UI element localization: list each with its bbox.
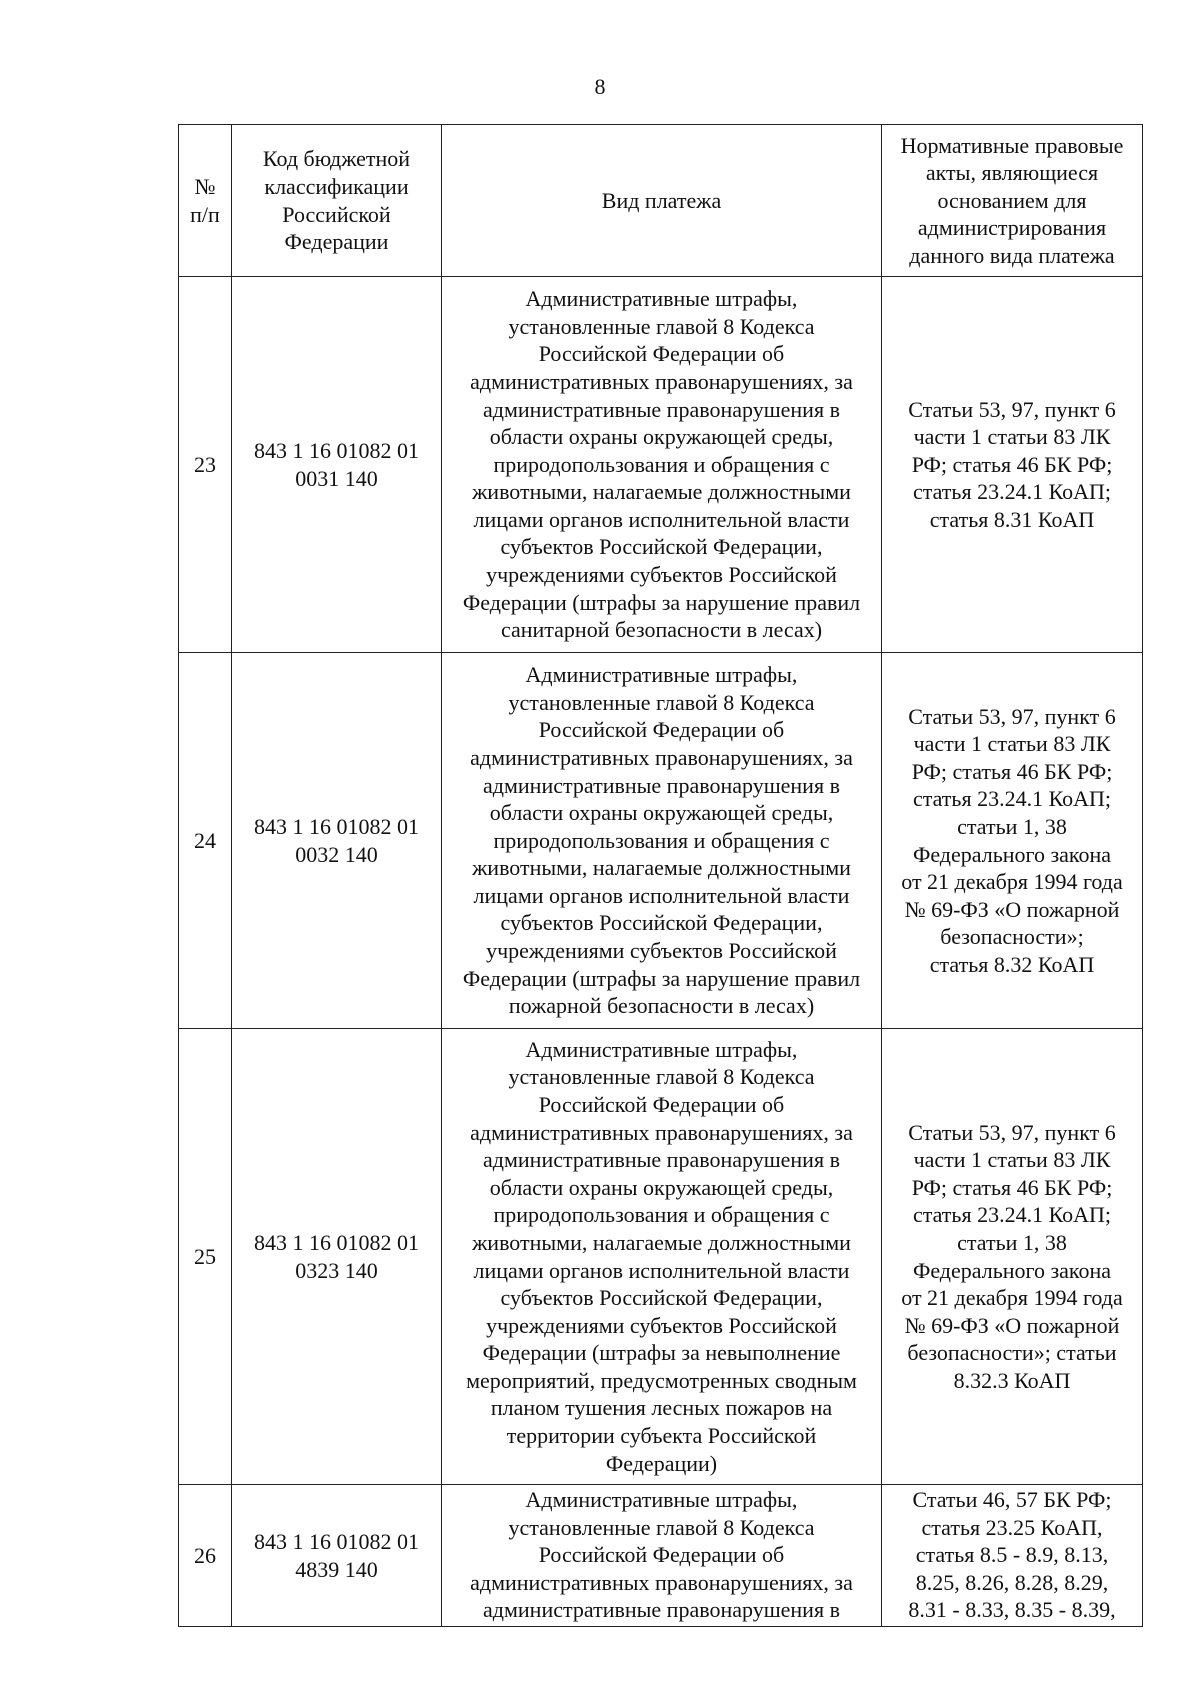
- row-number: 23: [179, 277, 232, 653]
- row-legal-acts: Статьи 53, 97, пункт 6 части 1 статьи 83 ЛК РФ; статья 46 БК РФ; статья 23.24.1 КоАП; статья 8.31 КоАП: [882, 277, 1143, 653]
- row-budget-code: 843 1 16 01082 01 0032 140: [232, 653, 442, 1029]
- row-number: 26: [179, 1485, 232, 1627]
- row-payment-type: Административные штрафы, установленные главой 8 Кодекса Российской Федерации об административных правонарушениях, за административные правонарушения в: [442, 1485, 882, 1627]
- page-number: 8: [594, 74, 606, 99]
- table-row: [179, 653, 1143, 1029]
- row-legal-acts: Статьи 46, 57 БК РФ; статья 23.25 КоАП, статья 8.5 - 8.9, 8.13, 8.25, 8.26, 8.28, 8.29, 8.31 - 8.33, 8.35 - 8.39,: [882, 1485, 1143, 1627]
- table-row: [179, 1485, 1143, 1627]
- row-payment-type: Административные штрафы, установленные главой 8 Кодекса Российской Федерации об административных правонарушениях, за административные правонарушения в области охраны окружающей среды, природопользования и обращения с животными, налагаемые должностными лицами органов исполнительной власти субъектов Российской Федерации, учреждениями субъектов Российской Федерации (штрафы за нарушение правил санитарной безопасности в лесах): [442, 277, 882, 653]
- header-payment-type: Вид платежа: [442, 125, 882, 277]
- row-legal-acts: Статьи 53, 97, пункт 6 части 1 статьи 83 ЛК РФ; статья 46 БК РФ; статья 23.24.1 КоАП; статьи 1, 38 Федерального закона от 21 декабря 1994 года № 69-ФЗ «О пожарной безопасности»; статьи 8.32.3 КоАП: [882, 1029, 1143, 1485]
- header-budget-code: Код бюджетной классификации Российской Федерации: [232, 125, 442, 277]
- row-payment-type: Административные штрафы, установленные главой 8 Кодекса Российской Федерации об административных правонарушениях, за административные правонарушения в области охраны окружающей среды, природопользования и обращения с животными, налагаемые должностными лицами органов исполнительной власти субъектов Российской Федерации, учреждениями субъектов Российской Федерации (штрафы за невыполнение мероприятий, предусмотренных сводным планом тушения лесных пожаров на территории субъекта Российской Федерации): [442, 1029, 882, 1485]
- row-budget-code: 843 1 16 01082 01 0031 140: [232, 277, 442, 653]
- row-legal-acts: Статьи 53, 97, пункт 6 части 1 статьи 83 ЛК РФ; статья 46 БК РФ; статья 23.24.1 КоАП; статьи 1, 38 Федерального закона от 21 декабря 1994 года № 69-ФЗ «О пожарной безопасности»; статья 8.32 КоАП: [882, 653, 1143, 1029]
- header-legal-acts: Нормативные правовые акты, являющиеся основанием для администрирования данного вида платежа: [882, 125, 1143, 277]
- row-budget-code: 843 1 16 01082 01 4839 140: [232, 1485, 442, 1627]
- table-row: [179, 1029, 1143, 1485]
- table-header-row: [179, 125, 1143, 277]
- row-number: 24: [179, 653, 232, 1029]
- row-number: 25: [179, 1029, 232, 1485]
- table-row: [179, 277, 1143, 653]
- payments-table: [178, 124, 1143, 1627]
- header-number: № п/п: [179, 125, 232, 277]
- row-payment-type: Административные штрафы, установленные главой 8 Кодекса Российской Федерации об административных правонарушениях, за административные правонарушения в области охраны окружающей среды, природопользования и обращения с животными, налагаемые должностными лицами органов исполнительной власти субъектов Российской Федерации, учреждениями субъектов Российской Федерации (штрафы за нарушение правил пожарной безопасности в лесах): [442, 653, 882, 1029]
- row-budget-code: 843 1 16 01082 01 0323 140: [232, 1029, 442, 1485]
